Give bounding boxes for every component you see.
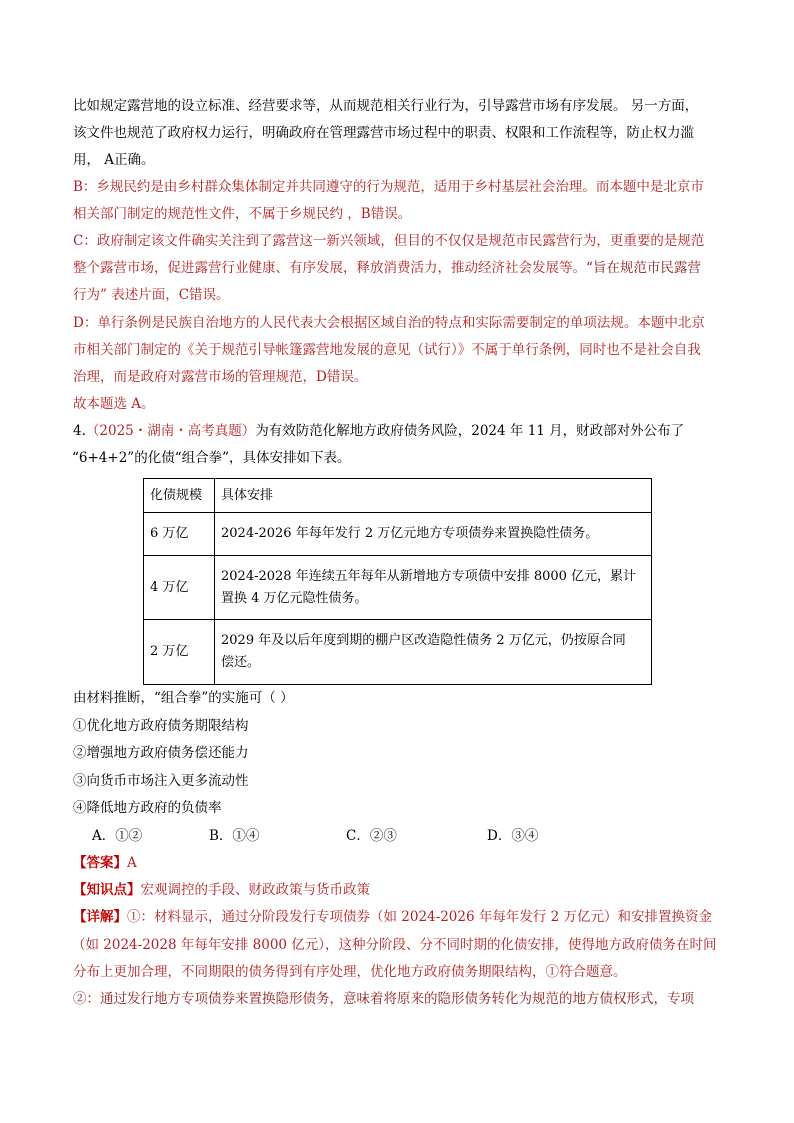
debt-arrangement-table xyxy=(143,478,652,685)
answer-value: A xyxy=(127,855,137,871)
cell-line: 偿还。 xyxy=(221,655,261,670)
cell-line: 置换 4 万亿元隐性债务。 xyxy=(221,590,368,606)
question-4-stem-line2: “6+4+2”的化债“组合拳”，具体安排如下表。 xyxy=(72,450,351,466)
paragraph-line: 该文件也规范了政府权力运行，明确政府在管理露营市场过程中的职责、权限和工作流程等，防止权力滥 xyxy=(73,125,694,141)
option-c-explanation-line: C：政府制定该文件确实关注到了露营这一新兴领域，但目的不仅仅是规范市民露营行为，更重要的是规范 xyxy=(73,233,705,249)
option-d: D．③④ xyxy=(487,828,539,844)
table-cell-arrangement xyxy=(215,556,652,620)
table-cell-arrangement xyxy=(215,513,652,556)
table-cell-arrangement xyxy=(215,620,652,685)
table-header-row xyxy=(144,479,652,513)
table-header-scale: 化债规模 xyxy=(144,479,215,513)
statement-item: ①优化地方政府债务期限结构 xyxy=(73,718,249,734)
knowledge-point-value: 宏观调控的手段、财政政策与货币政策 xyxy=(140,882,370,898)
cell-line: 2024-2026 年每年发行 2 万亿元地方专项债券来置换隐性债务。 xyxy=(221,526,599,541)
option-b-explanation-line: 相关部门制定的规范性文件，不属于乡规民约 ，B错误。 xyxy=(73,206,412,222)
cell-line: 2029 年及以后年度到期的棚户区改造隐性债务 2 万亿元，仍按原合同 xyxy=(221,633,626,648)
option-d-explanation-line: 市相关部门制定的《关于规范引导帐篷露营地发展的意见（试行）》不属于单行条例，同时也不是社会自我 xyxy=(73,342,701,358)
table-cell-scale: 4 万亿 xyxy=(144,556,215,620)
question-source: （2025・湖南・高考真题） xyxy=(85,423,256,439)
option-c: C．②③ xyxy=(346,828,397,844)
cell-line: 2024-2028 年连续五年每年从新增地方专项债中安排 8000 亿元，累计 xyxy=(221,568,637,584)
answer-label: 【答案】 xyxy=(73,855,127,871)
detail-line: 分布上更加合理，不同期限的债务得到有序处理，优化地方政府债务期限结构，①符合题意。 xyxy=(73,964,627,980)
question-4-stem xyxy=(73,422,684,440)
option-c-explanation-line: 行为” 表述片面，C错误。 xyxy=(73,287,230,303)
knowledge-point-line xyxy=(73,881,370,899)
paragraph-line: 比如规定露营地的设立标准、经营要求等，从而规范相关行业行为，引导露营市场有序发展。 另一方面， xyxy=(73,98,699,114)
detail-line: （如 2024-2028 年每年安排 8000 亿元），这种分阶段、分不同时期的化债安排，使得地方政府债务在时间 xyxy=(72,937,717,953)
paragraph-line: 用， A正确。 xyxy=(73,152,155,168)
option-a: A．①② xyxy=(92,828,143,844)
statement-item: ③向货币市场注入更多流动性 xyxy=(73,773,249,789)
knowledge-point-label: 【知识点】 xyxy=(73,882,141,898)
detail-label: 【详解】 xyxy=(73,909,127,925)
answer-line xyxy=(73,854,137,872)
detail-text: ①：材料显示，通过分阶段发行专项债券（如 2024-2026 年每年发行 2 万亿元）和安排置换资金 xyxy=(127,909,713,925)
table-header-arrangement: 具体安排 xyxy=(215,479,652,513)
statement-item: ④降低地方政府的负债率 xyxy=(73,800,222,816)
detail-line xyxy=(73,908,712,926)
option-c-text: 整个露营市场，促进露营行业健康、有序发展，释放消费活力，推动经济社会发展等。 xyxy=(73,260,586,276)
question-stem-text: 为有效防范化解地方政府债务风险，2024 年 11 月，财政部对外公布了 xyxy=(255,423,685,439)
question-prompt: 由材料推断，“组合拳”的实施可（ ） xyxy=(73,690,294,706)
option-b: B．①④ xyxy=(209,828,260,844)
option-d-explanation-line: D：单行条例是民族自治地方的人民代表大会根据区域自治的特点和实际需要制定的单项法规。本题中北京 xyxy=(73,315,705,331)
table-row xyxy=(144,620,652,685)
table-cell-scale: 6 万亿 xyxy=(144,513,215,556)
option-b-explanation-line: B：乡规民约是由乡村群众集体制定并共同遵守的行为规范，适用于乡村基层社会治理。而本题中是北京市 xyxy=(73,179,704,195)
option-c-quote: “旨在规范市民露营 xyxy=(586,260,701,276)
statement-item: ②增强地方政府债务偿还能力 xyxy=(73,745,249,761)
question-number: 4. xyxy=(73,423,86,439)
detail-line: ②：通过发行地方专项债券来置换隐形债务，意味着将原来的隐形债务转化为规范的地方债权形式，专项 xyxy=(73,991,694,1007)
option-d-explanation-line: 治理，而是政府对露营市场的管理规范，D错误。 xyxy=(73,369,368,385)
conclusion-line: 故本题选 A。 xyxy=(73,396,155,412)
option-c-explanation-line xyxy=(73,259,701,277)
table-row xyxy=(144,556,652,620)
table-row xyxy=(144,513,652,556)
table-cell-scale: 2 万亿 xyxy=(144,620,215,685)
